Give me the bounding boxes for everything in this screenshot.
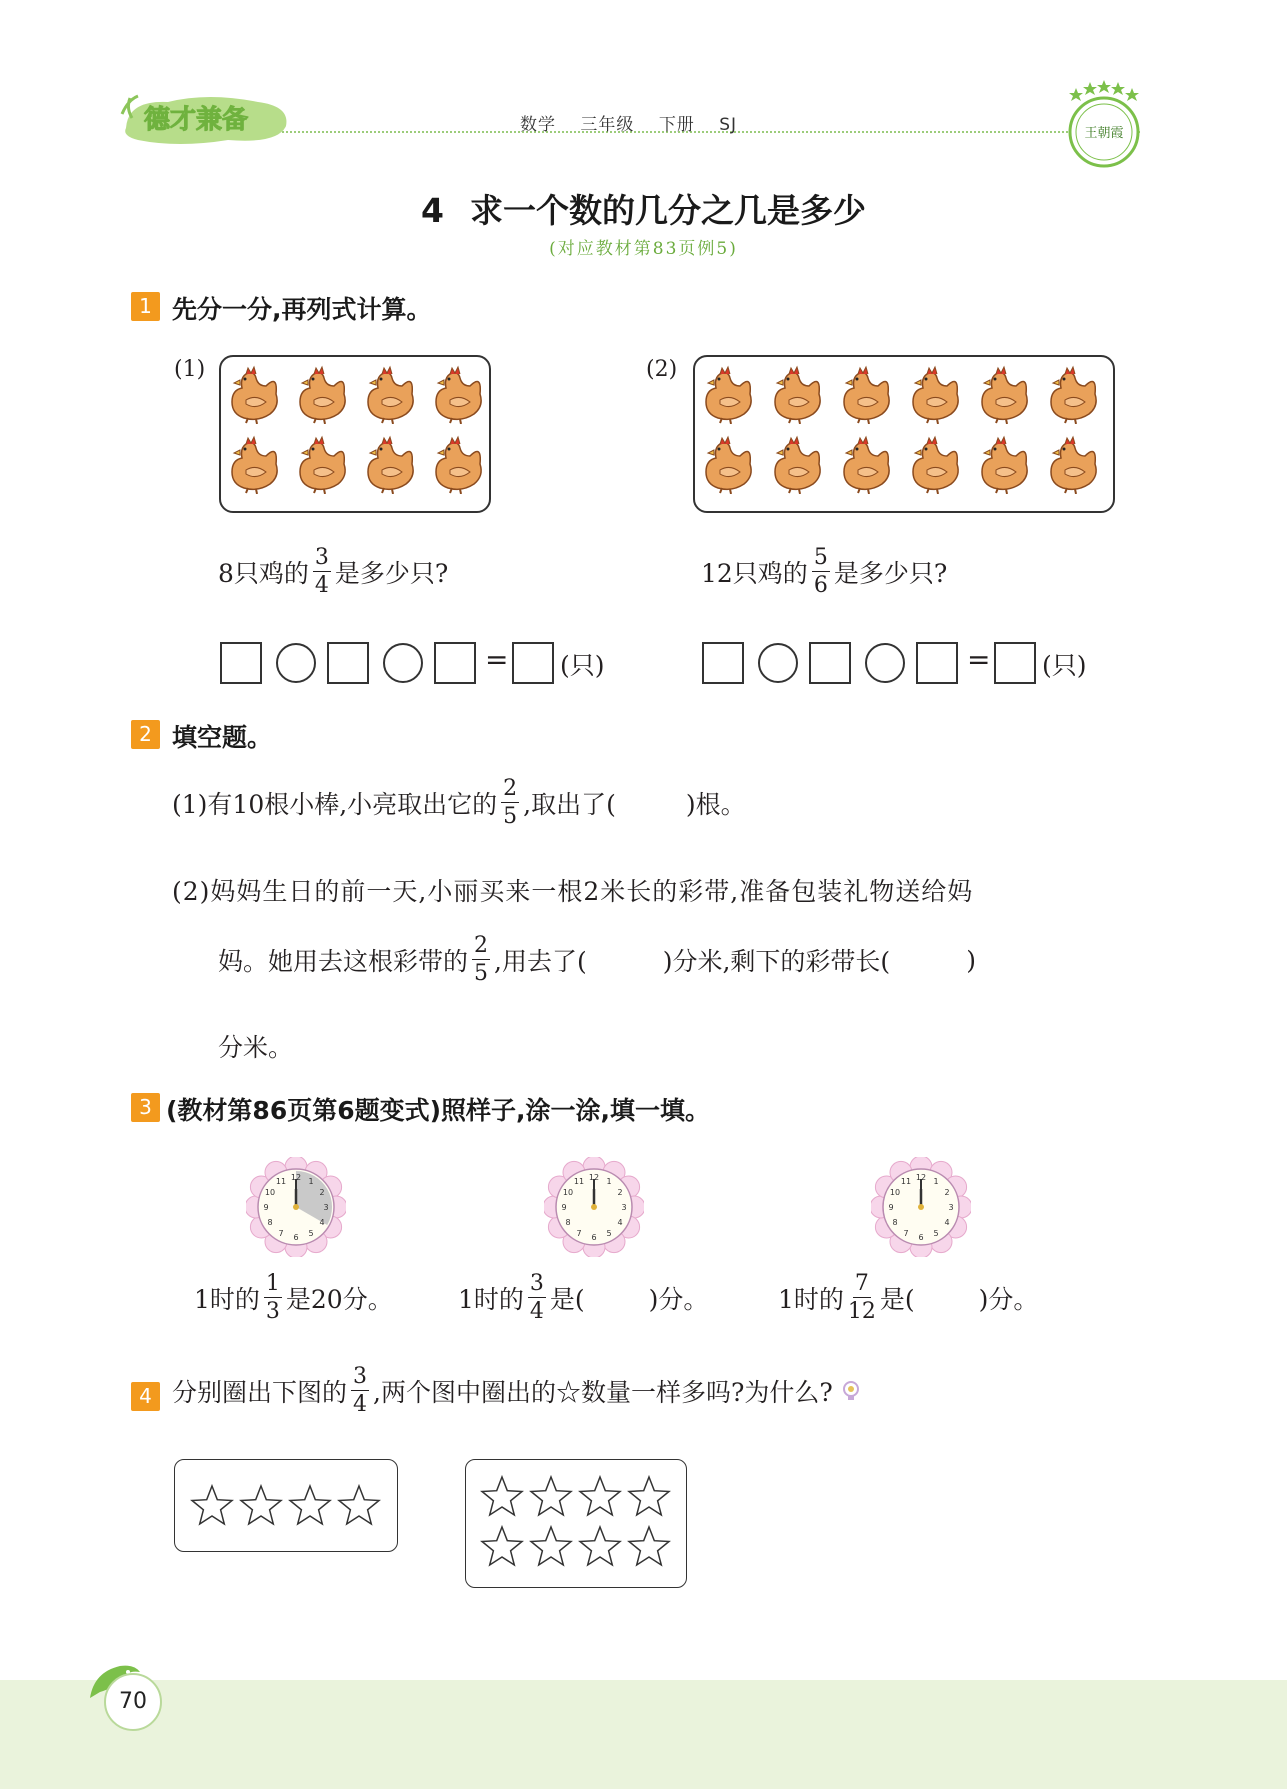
operator-circle[interactable]: [758, 643, 798, 683]
svg-text:11: 11: [573, 1177, 585, 1186]
fraction: [528, 1273, 546, 1323]
hen-icon: [226, 434, 282, 494]
star-icon[interactable]: [528, 1524, 574, 1570]
header-info: [520, 110, 755, 135]
star-icon[interactable]: [189, 1483, 235, 1529]
q2-s2-pre: 妈。她用去这根彩带的: [218, 947, 469, 976]
svg-text:2: 2: [319, 1188, 325, 1197]
svg-text:3: 3: [621, 1203, 627, 1212]
q2-sentence-1: [172, 778, 746, 828]
brand-logo: [118, 88, 294, 146]
svg-text:7: 7: [576, 1229, 582, 1238]
q4-pre: 分别圈出下图的: [172, 1378, 348, 1407]
header-edition: SJ: [719, 115, 738, 135]
svg-text:3: 3: [948, 1203, 954, 1212]
svg-text:10: 10: [264, 1188, 276, 1197]
fraction-denominator: 4: [529, 1299, 544, 1324]
hen-icon: [1045, 364, 1101, 424]
fraction-denominator: 3: [265, 1299, 280, 1324]
svg-text:6: 6: [293, 1233, 299, 1242]
q3-item-post: 是20分。: [285, 1285, 393, 1314]
star-icon[interactable]: [479, 1524, 525, 1570]
answer-box[interactable]: [916, 642, 958, 684]
svg-text:5: 5: [606, 1229, 612, 1238]
svg-text:4: 4: [617, 1218, 623, 1227]
q3-item-pre: 1时的: [778, 1285, 844, 1314]
equals-sign: =: [485, 643, 509, 676]
fraction-numerator: 1: [265, 1271, 280, 1296]
operator-circle[interactable]: [383, 643, 423, 683]
svg-text:3: 3: [323, 1203, 329, 1212]
question-number-2: 2: [131, 720, 160, 749]
answer-box[interactable]: [327, 642, 369, 684]
star-icon[interactable]: [626, 1474, 672, 1520]
svg-text:6: 6: [591, 1233, 597, 1242]
fraction-numerator: 3: [353, 1364, 368, 1389]
question-3-text: (教材第86页第6题变式)照样子,涂一涂,填一填。: [166, 1096, 711, 1125]
svg-text:8: 8: [267, 1218, 273, 1227]
q3-item-pre: 1时的: [194, 1285, 260, 1314]
answer-box[interactable]: [809, 642, 851, 684]
q2-sentence-2-line3: 分米。: [218, 1033, 294, 1062]
hen-icon: [430, 364, 486, 424]
fraction: [501, 778, 519, 828]
q2-s2-post: ,用去了(: [494, 947, 587, 976]
star-icon[interactable]: [479, 1474, 525, 1520]
fraction-denominator: 5: [474, 961, 489, 986]
operator-circle[interactable]: [865, 643, 905, 683]
star-icon[interactable]: [626, 1524, 672, 1570]
unit-label: (只): [560, 651, 605, 680]
header-subject: 数学: [520, 115, 556, 135]
answer-box[interactable]: [702, 642, 744, 684]
footer-band: [0, 1680, 1287, 1789]
question-number-4: 4: [131, 1382, 160, 1411]
fraction: [313, 547, 331, 597]
star-icon[interactable]: [238, 1483, 284, 1529]
svg-text:1: 1: [308, 1177, 314, 1186]
svg-text:4: 4: [319, 1218, 325, 1227]
q3-item-2: [458, 1273, 708, 1323]
fraction-denominator: 4: [314, 573, 329, 598]
q3-item-post: 是(: [879, 1285, 915, 1314]
q2-s2-end: ): [966, 945, 976, 975]
hen-icon: [1045, 434, 1101, 494]
hen-icon: [362, 434, 418, 494]
star-icon[interactable]: [336, 1483, 382, 1529]
question-number-1: 1: [131, 292, 160, 321]
svg-text:10: 10: [889, 1188, 901, 1197]
fraction-numerator: 2: [503, 776, 518, 801]
hen-icon: [838, 364, 894, 424]
answer-box[interactable]: [512, 642, 554, 684]
q1-part1-question: [218, 547, 448, 597]
svg-text:1: 1: [933, 1177, 939, 1186]
star-icon[interactable]: [528, 1474, 574, 1520]
q1-part2-label: (2): [646, 357, 678, 382]
q3-item-post2: )分。: [648, 1285, 709, 1314]
hen-icon: [430, 434, 486, 494]
q3-item-3: [778, 1273, 1038, 1323]
answer-box[interactable]: [994, 642, 1036, 684]
q2-s1-pre: (1)有10根小棒,小亮取出它的: [172, 790, 498, 819]
svg-text:9: 9: [561, 1203, 567, 1212]
q1-part1-pre: 8只鸡的: [218, 559, 309, 588]
author-seal-icon: [1062, 74, 1146, 170]
hen-icon: [907, 434, 963, 494]
fraction: [351, 1366, 369, 1416]
hen-icon: [907, 364, 963, 424]
svg-text:6: 6: [918, 1233, 924, 1242]
fraction: [472, 935, 490, 985]
hen-icon: [700, 434, 756, 494]
q3-item-pre: 1时的: [458, 1285, 524, 1314]
fraction-denominator: 6: [813, 573, 828, 598]
fraction-denominator: 5: [503, 804, 518, 829]
hen-icon: [362, 364, 418, 424]
unit-label: (只): [1042, 651, 1087, 680]
q3-item-1: [194, 1273, 393, 1323]
title-text: 求一个数的几分之几是多少: [469, 191, 866, 230]
operator-circle[interactable]: [276, 643, 316, 683]
hen-icon: [294, 434, 350, 494]
hen-icon: [769, 364, 825, 424]
svg-text:9: 9: [263, 1203, 269, 1212]
page-number: 70: [104, 1673, 162, 1731]
q1-part2-post: 是多少只?: [833, 559, 948, 588]
hen-icon: [769, 434, 825, 494]
answer-box[interactable]: [434, 642, 476, 684]
question-1-text: 先分一分,再列式计算。: [172, 295, 432, 324]
q1-part2-pre: 12只鸡的: [701, 559, 808, 588]
svg-text:9: 9: [888, 1203, 894, 1212]
clock-icon[interactable]: [246, 1157, 346, 1257]
fraction-numerator: 7: [854, 1271, 869, 1296]
svg-text:4: 4: [944, 1218, 950, 1227]
svg-text:7: 7: [903, 1229, 909, 1238]
fraction-denominator: 4: [353, 1392, 368, 1417]
q2-s2-mid: )分米,剩下的彩带长(: [662, 947, 891, 976]
svg-text:2: 2: [617, 1188, 623, 1197]
fraction-denominator: 12: [847, 1299, 876, 1324]
star-icon[interactable]: [577, 1474, 623, 1520]
q3-item-post2: )分。: [978, 1285, 1039, 1314]
q2-sentence-2-line1: (2)妈妈生日的前一天,小丽买来一根2米长的彩带,准备包装礼物送给妈: [172, 877, 974, 906]
header-grade: 三年级: [580, 115, 635, 135]
clock-icon[interactable]: [871, 1157, 971, 1257]
q2-s1-post: ,取出了(: [523, 790, 616, 819]
svg-text:11: 11: [275, 1177, 287, 1186]
clock-icon[interactable]: [544, 1157, 644, 1257]
q1-part1-post: 是多少只?: [334, 559, 449, 588]
header-volume: 下册: [658, 115, 695, 135]
hint-bulb-icon: [841, 1379, 861, 1403]
question-4-text: [172, 1366, 861, 1416]
author-seal-text: 王朝霞: [1084, 126, 1124, 141]
q1-part1-label: (1): [174, 357, 206, 382]
svg-text:5: 5: [308, 1229, 314, 1238]
q4-post: ,两个图中圈出的☆数量一样多吗?为什么?: [373, 1378, 833, 1407]
fraction: [812, 547, 830, 597]
page-subtitle: (对应教材第83页例5): [549, 239, 738, 259]
fraction: [848, 1273, 876, 1323]
svg-text:8: 8: [892, 1218, 898, 1227]
svg-text:1: 1: [606, 1177, 612, 1186]
question-2-text: 填空题。: [172, 723, 273, 752]
hen-icon: [226, 364, 282, 424]
svg-text:10: 10: [562, 1188, 574, 1197]
star-icon[interactable]: [577, 1524, 623, 1570]
hen-icon: [976, 434, 1032, 494]
fraction: [264, 1273, 282, 1323]
svg-text:5: 5: [933, 1229, 939, 1238]
star-icon[interactable]: [287, 1483, 333, 1529]
hen-icon: [700, 364, 756, 424]
answer-box[interactable]: [220, 642, 262, 684]
hen-icon: [294, 364, 350, 424]
question-number-3: 3: [131, 1093, 160, 1122]
hen-icon: [838, 434, 894, 494]
svg-text:12: 12: [915, 1173, 927, 1182]
fraction-numerator: 5: [813, 545, 828, 570]
svg-text:11: 11: [900, 1177, 912, 1186]
svg-text:8: 8: [565, 1218, 571, 1227]
q3-item-post: 是(: [549, 1285, 585, 1314]
q2-sentence-2-line2: [218, 935, 976, 985]
svg-text:12: 12: [588, 1173, 600, 1182]
fraction-numerator: 2: [474, 933, 489, 958]
page-title: [0, 185, 1287, 232]
svg-text:2: 2: [944, 1188, 950, 1197]
svg-text:12: 12: [290, 1173, 302, 1182]
title-number: 4: [421, 191, 444, 230]
hen-icon: [976, 364, 1032, 424]
q2-s1-post2: )根。: [685, 790, 746, 819]
svg-text:7: 7: [278, 1229, 284, 1238]
equals-sign: =: [967, 643, 991, 676]
brand-text: 德才兼备: [144, 105, 249, 135]
fraction-numerator: 3: [314, 545, 329, 570]
fraction-numerator: 3: [529, 1271, 544, 1296]
q1-part2-question: [701, 547, 947, 597]
